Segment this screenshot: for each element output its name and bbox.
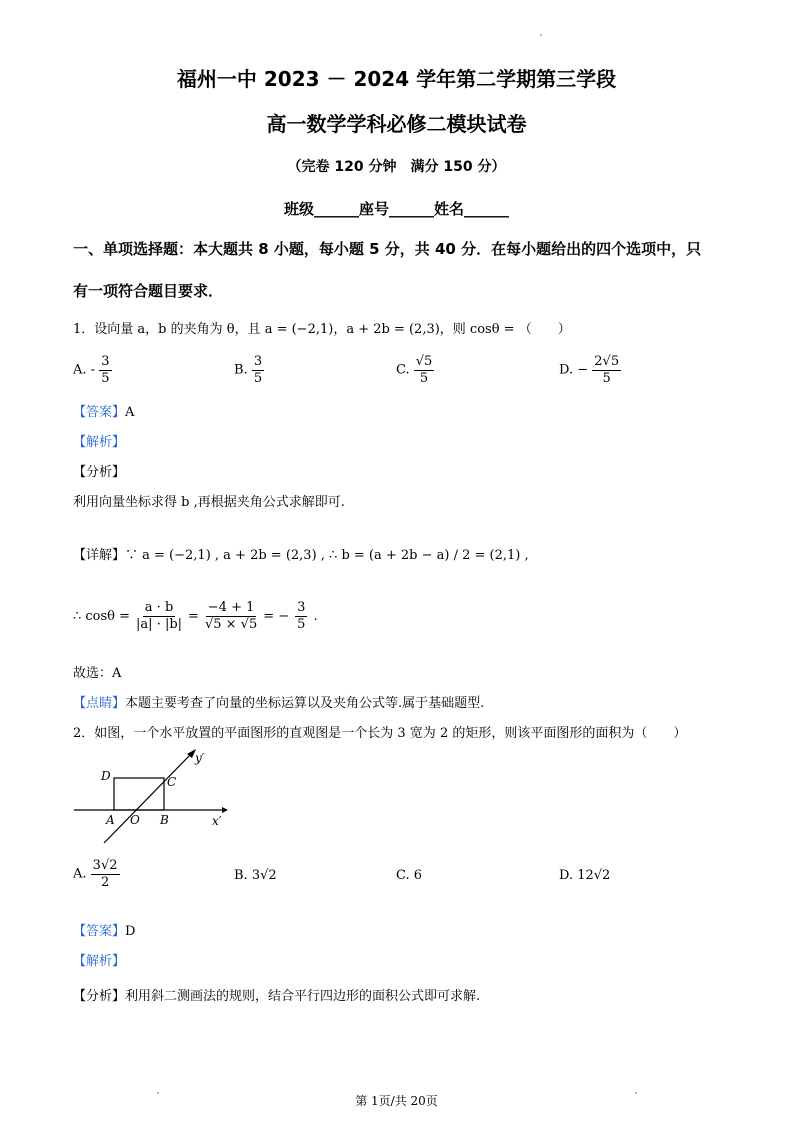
section-heading-line-1: 一、单项选择题：本大题共 8 小题，每小题 5 分，共 40 分．在每小题给出的四个选项中，只 xyxy=(73,240,702,258)
cos-fraction-2 xyxy=(205,600,257,632)
q2-stem: 2．如图，一个水平放置的平面图形的直观图是一个长为 3 宽为 2 的矩形，则该平面图形的面积为（ ） xyxy=(73,726,687,741)
q1-option-a-fraction xyxy=(99,354,111,386)
denominator: 2 xyxy=(100,874,110,890)
q1-option-b xyxy=(234,354,264,386)
q1-fenxi-text: 利用向量坐标求得 b ,再根据夹角公式求解即可. xyxy=(73,495,345,510)
q1-answer xyxy=(73,401,134,420)
denominator: 5 xyxy=(101,370,110,386)
q1-stem: 1．设向量 a，b 的夹角为 θ，且 a = (−2,1)，a + 2b = (2,3)，则 cosθ = （ ） xyxy=(73,322,571,337)
q2-option-c xyxy=(396,868,422,883)
dianjing-tag: 【点睛】 xyxy=(73,696,126,711)
q2-option-b-value: 3√2 xyxy=(251,868,277,883)
denominator: |a| · |b| xyxy=(136,616,183,632)
numerator: √5 xyxy=(415,354,433,369)
q2-option-a xyxy=(73,858,120,890)
q2-option-c-label: C. xyxy=(396,868,410,883)
cos-equals: = − xyxy=(263,608,290,624)
fenxi-text: 利用斜二测画法的规则，结合平行四边形的面积公式即可求解. xyxy=(125,989,481,1004)
answer-tag: 【答案】 xyxy=(73,405,126,420)
q2-option-a-label: A. xyxy=(73,866,87,882)
q1-fenxi-tag: 【分析】 xyxy=(73,465,126,480)
q1-option-b-label: B. xyxy=(234,362,248,378)
q1-option-b-fraction xyxy=(252,354,264,386)
cos-fraction-3 xyxy=(295,600,307,632)
detail-text: ∵ a = (−2,1) , a + 2b = (2,3) , ∴ b = (a + 2b − a) / 2 = (2,1) , xyxy=(125,548,529,563)
denominator: 5 xyxy=(253,370,263,386)
y-axis xyxy=(104,753,192,843)
q1-option-c-label: C. xyxy=(396,362,410,378)
q2-answer xyxy=(73,920,135,939)
cos-fraction-1 xyxy=(136,600,182,632)
q1-option-a-sign: - xyxy=(90,362,96,378)
q1-jiexi-tag: 【解析】 xyxy=(73,435,126,450)
numerator: a · b xyxy=(144,600,174,615)
denominator: 5 xyxy=(602,370,611,386)
answer-value: D xyxy=(125,924,136,939)
page-number: 第 1页/共 20页 xyxy=(355,1094,438,1108)
q1-dianjing xyxy=(73,692,484,711)
answer-value: A xyxy=(125,405,135,420)
exam-duration: （完卷 120 分钟 满分 150 分） xyxy=(287,159,506,175)
q2-figure xyxy=(70,745,230,845)
q1-cos-derivation: ∴ cosθ = $\frac{a \cdot b}{|a| \cdot |b|}$ = $\frac{-4 + 1}{√5 \times √5}$ = − $\frac{3}{5}$ . xyxy=(73,600,318,632)
q2-option-d-value: 12√2 xyxy=(577,868,611,883)
numerator: 3√2 xyxy=(92,858,118,873)
label-b: B xyxy=(160,813,169,827)
denominator: √5 × √5 xyxy=(204,616,258,632)
title-line-1: 福州一中 2023 － 2024 学年第二学期第三学段 xyxy=(176,67,617,91)
title-line-2: 高一数学学科必修二模块试卷 xyxy=(266,112,527,136)
numerator: 2√5 xyxy=(594,354,620,369)
label-d: D xyxy=(101,769,111,783)
student-info-fields: 班级______座号______姓名______ xyxy=(283,200,509,218)
q2-option-d xyxy=(559,868,610,883)
label-o: O xyxy=(130,813,140,827)
numerator: 3 xyxy=(101,354,110,369)
denominator: 5 xyxy=(297,616,306,632)
q1-option-a xyxy=(73,354,112,386)
label-x: x′ xyxy=(212,814,222,828)
cos-prefix: ∴ cosθ = xyxy=(73,608,131,624)
scan-dot xyxy=(540,34,542,36)
numerator: 3 xyxy=(253,354,263,369)
dianjing-text: 本题主要考查了向量的坐标运算以及夹角公式等.属于基础题型. xyxy=(125,696,485,711)
rectangle-abcd xyxy=(114,778,164,810)
fenxi-tag: 【分析】 xyxy=(73,989,126,1004)
label-a: A xyxy=(106,813,115,827)
q2-option-c-value: 6 xyxy=(413,868,423,883)
numerator: 3 xyxy=(297,600,306,615)
answer-tag: 【答案】 xyxy=(73,924,126,939)
denominator: 5 xyxy=(419,370,429,386)
numerator: −4 + 1 xyxy=(207,600,255,615)
x-axis-arrow-icon xyxy=(222,807,228,813)
q1-option-a-label: A. xyxy=(73,362,87,378)
q2-option-b xyxy=(234,868,277,883)
label-c: C xyxy=(167,775,177,789)
q1-option-d-fraction xyxy=(592,354,621,386)
section-heading-line-2: 有一项符合题目要求． xyxy=(73,282,224,300)
q1-choice: 故选：A xyxy=(73,666,122,681)
q2-option-a-fraction xyxy=(91,858,120,890)
q1-option-d-label: D. xyxy=(559,362,574,378)
q2-fenxi xyxy=(73,985,480,1004)
detail-tag: 【详解】 xyxy=(73,548,126,563)
q1-option-c xyxy=(396,354,434,386)
q1-detail xyxy=(73,544,529,563)
q1-option-c-fraction xyxy=(414,354,435,386)
q2-option-b-label: B. xyxy=(234,868,248,883)
label-y: y′ xyxy=(195,751,205,765)
q1-option-d-sign: − xyxy=(577,362,589,378)
q2-jiexi-tag: 【解析】 xyxy=(73,954,126,969)
q2-option-d-label: D. xyxy=(559,868,574,883)
q1-option-d xyxy=(559,354,621,386)
